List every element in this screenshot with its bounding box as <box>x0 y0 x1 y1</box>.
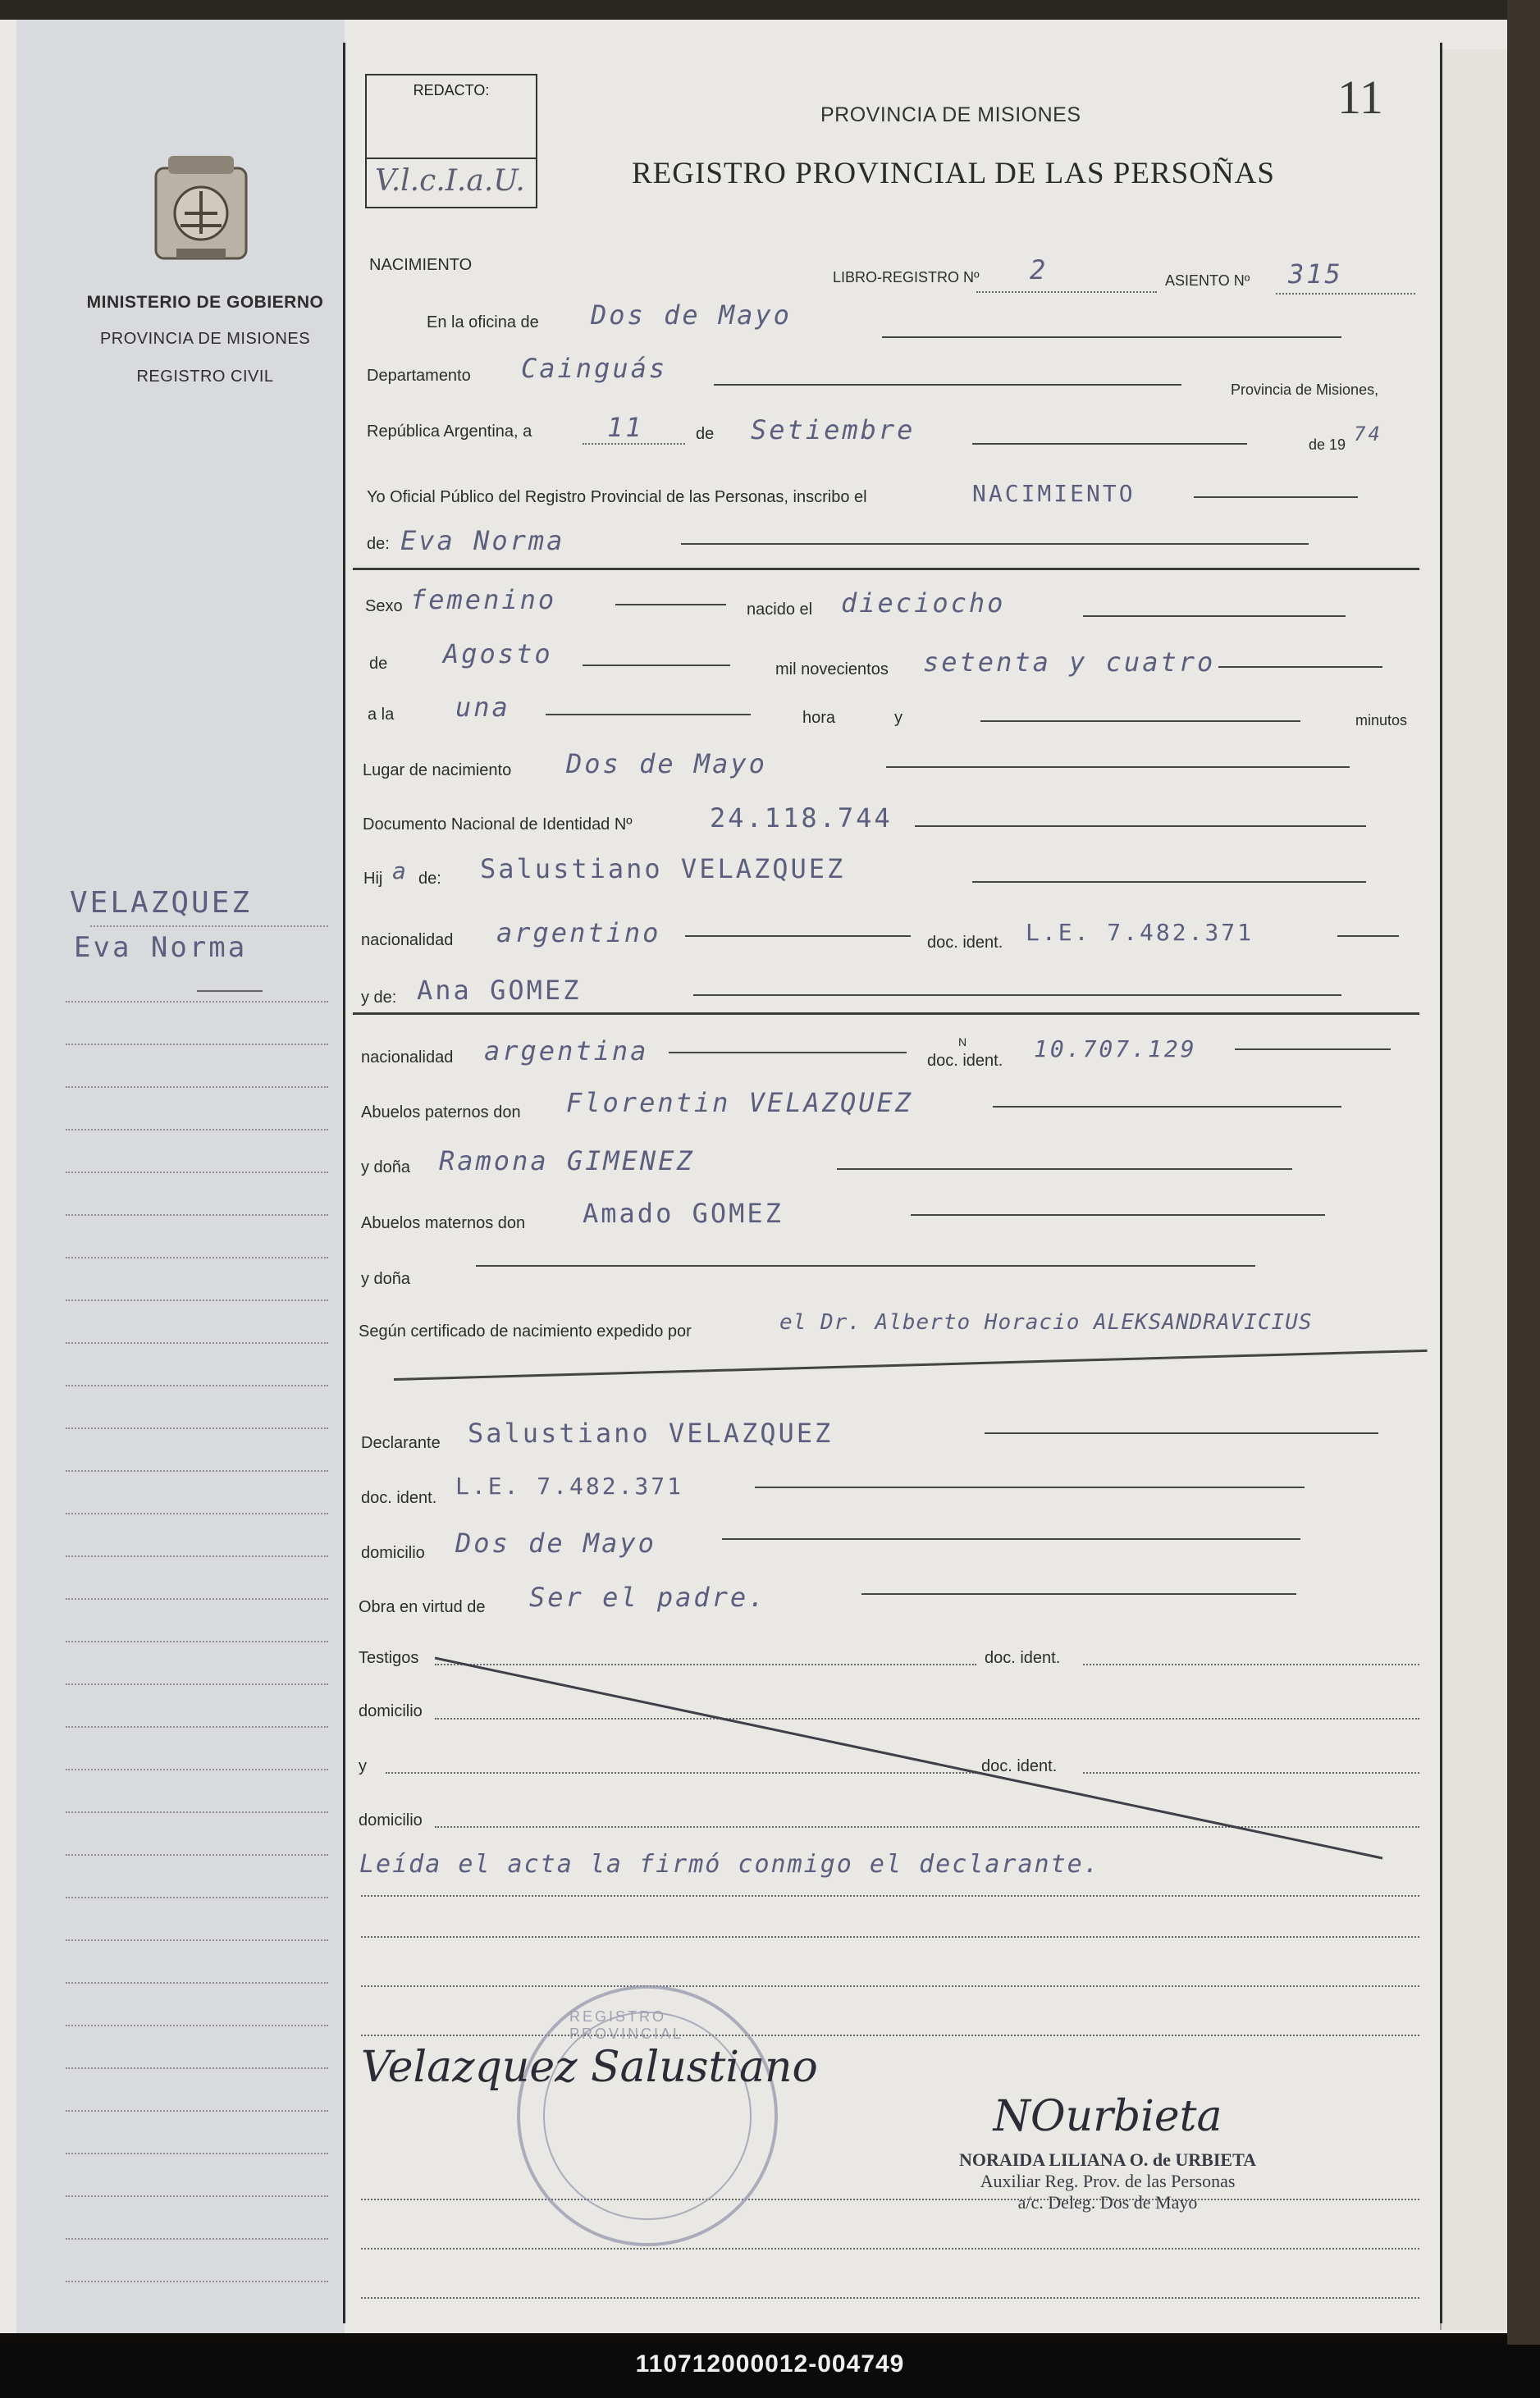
nacimiento-label: NACIMIENTO <box>369 256 473 274</box>
section-separator <box>353 568 1419 570</box>
nacionalidad-madre-value: argentina <box>484 1035 649 1067</box>
hora-value: una <box>455 692 510 723</box>
domicilio-label: domicilio <box>361 1544 425 1562</box>
section-separator <box>353 1012 1419 1015</box>
lugar-label: Lugar de nacimiento <box>363 761 512 779</box>
doc-ident-madre-sup: N <box>958 1035 967 1048</box>
departamento-label: Departamento <box>367 367 471 385</box>
de-mes-label: de <box>369 655 388 673</box>
page-right-edge <box>1440 49 1509 2330</box>
document-id: 110712000012-004749 <box>635 2350 905 2377</box>
abuelos-paternos-value: Florentin VELAZQUEZ <box>566 1087 914 1118</box>
stamp-text: REGISTRO PROVINCIAL <box>569 2008 684 2042</box>
doc-ident-madre-value: 10.707.129 <box>1034 1035 1197 1062</box>
hija-label: Hij <box>363 870 383 888</box>
asiento-value: 315 <box>1288 258 1343 290</box>
mes-value: Setiembre <box>751 414 916 445</box>
official-signature-block <box>919 2092 1296 2213</box>
nacido-value: dieciocho <box>841 587 1006 619</box>
republica-label: República Argentina, a <box>367 423 532 441</box>
doc-ident-declarante-value: L.E. 7.482.371 <box>455 1473 684 1500</box>
provincia-label: PROVINCIA DE MISIONES <box>99 330 311 348</box>
y-label: y <box>894 709 903 727</box>
nacionalidad-padre-value: argentino <box>496 917 661 948</box>
oficial-text: Yo Oficial Público del Registro Provincial de las Personas, inscribo el <box>367 488 867 506</box>
de-year-label: de 19 <box>1309 436 1346 453</box>
abuelos-paternos-label: Abuelos paternos don <box>361 1103 521 1121</box>
domicilio-testigo2-label: domicilio <box>359 1811 423 1829</box>
abuelos-maternos-value: Amado GOMEZ <box>583 1198 784 1229</box>
hora-label: hora <box>802 709 836 727</box>
coat-of-arms-seal <box>148 152 254 267</box>
sexo-value: femenino <box>410 584 557 615</box>
dni-value: 24.118.744 <box>710 802 893 834</box>
departamento-value: Cainguás <box>521 353 668 384</box>
y-de-label: y de: <box>361 989 397 1007</box>
declarante-value: Salustiano VELAZQUEZ <box>468 1418 834 1449</box>
official-office: a/c. Deleg. Dos de Mayo <box>1017 2192 1198 2213</box>
province-header: PROVINCIA DE MISIONES <box>820 103 1081 126</box>
abuela-paterna-value: Ramona GIMENEZ <box>439 1145 695 1176</box>
hija-suffix: a <box>392 857 409 884</box>
doc-ident-madre-label: doc. ident. <box>927 1052 1003 1070</box>
segun-label: Según certificado de nacimiento expedido por <box>359 1322 692 1341</box>
de-label: de <box>696 425 715 443</box>
official-role: Auxiliar Reg. Prov. de las Personas <box>980 2171 1236 2191</box>
domicilio-value: Dos de Mayo <box>455 1528 656 1559</box>
inscribo-value: NACIMIENTO <box>972 480 1136 507</box>
doc-ident-padre-value: L.E. 7.482.371 <box>1026 919 1254 946</box>
margin-line <box>90 925 328 927</box>
strike-through-line <box>435 1653 1387 1866</box>
y-dona-paterna-label: y doña <box>361 1158 411 1176</box>
year-value: 74 <box>1354 423 1382 445</box>
margin-ruled-lines <box>66 993 328 2322</box>
nacido-label: nacido el <box>747 601 813 619</box>
sexo-label: Sexo <box>365 597 403 615</box>
segun-value: el Dr. Alberto Horacio ALEKSANDRAVICIUS <box>779 1310 1313 1335</box>
ministerio-label: MINISTERIO DE GOBIERNO <box>86 293 324 312</box>
a-la-label: a la <box>368 706 395 724</box>
dia-value: 11 <box>607 412 644 443</box>
registry-title: REGISTRO PROVINCIAL DE LAS PERSOÑAS <box>632 157 1275 190</box>
folio-number: 11 <box>1337 71 1383 124</box>
obra-value: Ser el padre. <box>529 1582 767 1613</box>
oficina-label: En la oficina de <box>427 313 539 331</box>
nacionalidad-madre-label: nacionalidad <box>361 1048 454 1067</box>
libro-value: 2 <box>1030 254 1049 285</box>
y-dona-materna-label: y doña <box>361 1270 411 1288</box>
de-nombre-label: de: <box>367 535 390 553</box>
provincia-suffix: Provincia de Misiones, <box>1231 381 1379 398</box>
mil-novecientos-label: mil novecientos <box>775 660 889 678</box>
doc-ident-testigo1-label: doc. ident. <box>985 1649 1061 1667</box>
official-stamp <box>517 1985 778 2246</box>
asiento-label: ASIENTO Nº <box>1165 272 1250 289</box>
padre-value: Salustiano VELAZQUEZ <box>480 853 846 884</box>
nombre-value: Eva Norma <box>400 525 565 556</box>
lugar-value: Dos de Mayo <box>566 748 767 779</box>
redacto-box <box>365 74 537 208</box>
book-binding-edge <box>1507 0 1540 2346</box>
doc-ident-padre-label: doc. ident. <box>927 934 1003 952</box>
official-name: NORAIDA LILIANA O. de URBIETA <box>958 2149 1257 2170</box>
mes-nac-value: Agosto <box>443 638 553 669</box>
official-signature: NOurbieta <box>993 2092 1222 2141</box>
anio-nac-value: setenta y cuatro <box>923 646 1216 678</box>
dni-label: Documento Nacional de Identidad Nº <box>363 815 633 834</box>
declarante-label: Declarante <box>361 1434 441 1452</box>
domicilio-testigo1-label: domicilio <box>359 1702 423 1720</box>
registro-civil-label: REGISTRO CIVIL <box>136 368 274 386</box>
testigos-label: Testigos <box>359 1649 419 1667</box>
redacto-label: REDACTO: <box>413 82 490 98</box>
doc-ident-declarante-label: doc. ident. <box>361 1489 437 1507</box>
margin-dash <box>197 990 263 992</box>
abuelos-maternos-label: Abuelos maternos don <box>361 1214 526 1232</box>
doc-ident-testigo2-label: doc. ident. <box>981 1757 1058 1775</box>
y-testigo2-label: y <box>359 1757 367 1775</box>
margin-surname: VELAZQUEZ <box>70 886 253 920</box>
leida-text: Leída el acta la firmó conmigo el declarante. <box>359 1850 1100 1879</box>
libro-label: LIBRO-REGISTRO Nº <box>833 269 980 285</box>
hija-de-label: de: <box>418 870 441 888</box>
oficina-value: Dos de Mayo <box>591 299 792 331</box>
redacto-value: V.l.c.I.a.U. <box>375 164 525 198</box>
declarante-signature: Velazquez Salustiano <box>361 2043 818 2092</box>
nacionalidad-padre-label: nacionalidad <box>361 931 454 949</box>
margin-given-names: Eva Norma <box>74 931 248 964</box>
minutos-label: minutos <box>1355 712 1408 729</box>
madre-value: Ana GOMEZ <box>417 975 582 1006</box>
obra-label: Obra en virtud de <box>359 1598 486 1616</box>
